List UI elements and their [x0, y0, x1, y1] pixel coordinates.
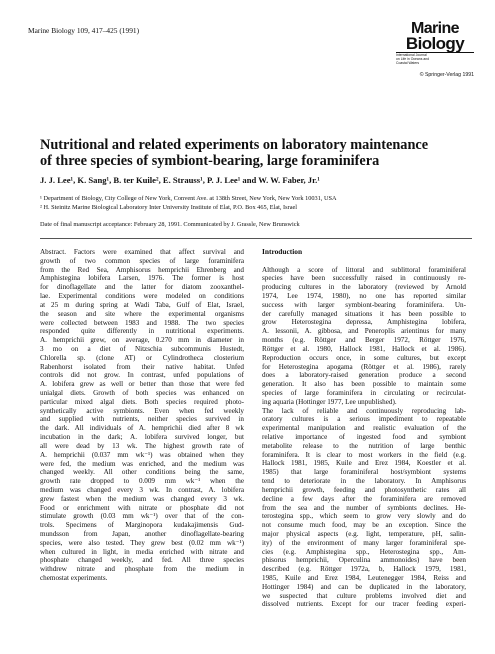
abstract-line: were fed, the medium was enriched, and the medium was: [40, 459, 244, 468]
introduction-line: Röttger et al. 1980, Hallock 1981, Hallock et al. 1986).: [262, 344, 466, 353]
introduction-body: [262, 266, 466, 610]
abstract-line: from the Red Sea, Amphisorus hemprichii Ehrenberg and: [40, 265, 244, 274]
abstract-line: were collected between 1983 and 1988. The two species: [40, 318, 244, 327]
introduction-line: ing aquaria (Hottinger 1977, Lee unpublished).: [262, 397, 397, 406]
abstract-line: when cultured in light, in media enriched with nitrate and: [40, 547, 244, 556]
abstract-line: species, were also tested. They grew best (0.02 mm wk⁻¹): [40, 538, 244, 547]
introduction-line: decline a few days after the foraminifera are removed: [262, 494, 466, 503]
introduction-line: from the sea and the number of symbionts declines. He-: [262, 503, 466, 512]
introduction-line: generation. It also has been possible to maintain some: [262, 380, 466, 389]
abstract-line: the season and site where the experimental organisms: [40, 309, 244, 318]
abstract-line: Abstract. Factors were examined that affect survival and: [40, 248, 244, 256]
introduction-line: tend to deteriorate in the laboratory. In Amphisorus: [262, 477, 466, 486]
introduction-line: hemprichii growth, feeding and photosynthetic rates all: [262, 485, 466, 494]
abstract-line: Chlorella sp. (clone AT) or Cylindrotheca closterium: [40, 353, 244, 362]
abstract-line: controls did not grow. In contrast, unfed populations of: [40, 371, 244, 380]
introduction-line: we suspected that culture problems involved diet and: [262, 591, 466, 600]
abstract-line: grew fastest when the medium was changed every 3 wk.: [40, 494, 244, 503]
abstract-line: medium was changed every 3 wk. In contrast, A. lobifera: [40, 485, 244, 494]
abstract-line: withdrew nitrate and phosphate from the medium in: [40, 565, 244, 574]
abstract-line: at 25 m during spring at Wadi Taba, Gulf of Elat, Israel,: [40, 300, 244, 309]
introduction-line: experimental manipulation and realistic evaluation of the: [262, 424, 466, 433]
affiliation-2: ² H. Steinitz Marine Biological Laboratory Inter University Institute of Elat, P.O. Box 465, Elat, Israel: [40, 204, 298, 211]
abstract-line: for dinoflagellate and the latter for diatom zooxanthel-: [40, 283, 244, 292]
abstract-line: phosphate changed weekly, and fed. All three species: [40, 556, 244, 565]
introduction-line: 1974, Lee 1974, 1980), no one has reported similar: [262, 292, 466, 301]
abstract-line: the dark. All individuals of A. hemprichii died after 8 wk: [40, 424, 244, 433]
logo-tagline: International Journal on Life in Oceans and Coastal Waters: [396, 53, 429, 65]
abstract: [40, 248, 244, 583]
introduction-heading: Introduction: [262, 247, 303, 256]
introduction-line: species have been successfully raised in continuously re-: [262, 274, 466, 283]
introduction-line: producing cultures in the laboratory (reviewed by Arnold: [262, 283, 466, 292]
introduction-line: Hottinger 1984) and can be duplicated in the laboratory,: [262, 582, 466, 591]
abstract-line: Food or enrichment with nitrate or phosphate did not: [40, 503, 244, 512]
abstract-line: incubation in the dark; A. lobifera survived longer, but: [40, 433, 244, 442]
introduction-line: for Heterostegina apogama (Röttger et al. 1986), rarely: [262, 362, 466, 371]
abstract-line: growth rate dropped to 0.009 mm wk⁻¹ when the: [40, 477, 244, 486]
header-divider: [40, 238, 472, 239]
introduction-line: 1985, Kuile and Erez 1984, Leutenegger 1984, Reiss and: [262, 574, 466, 583]
abstract-line: changed weekly. All other conditions being the same,: [40, 468, 244, 477]
introduction: [262, 248, 466, 609]
introduction-line: metabolite release to the nutrition of large benthic: [262, 441, 466, 450]
abstract-line: A. hemprichii grew, on average, 0.270 mm in diameter in: [40, 336, 244, 345]
abstract-line: A. lobifera grew as well or better than those that were fed: [40, 380, 244, 389]
introduction-line: does a laboratory-raised generation produce a second: [262, 371, 466, 380]
abstract-line: Amphistegina lobifera Larsen, 1976. The former is host: [40, 274, 244, 283]
introduction-line: months (e.g. Röttger and Berger 1972, Röttger 1976,: [262, 336, 466, 345]
affiliation-1: ¹ Department of Biology, City College of New York, Convent Ave. at 138th Street, New York, New York 10031, USA: [40, 195, 337, 202]
introduction-line: terostegina spp., which seem to grow very slowly and do: [262, 512, 466, 521]
logo-word-biology: Biology: [405, 34, 465, 53]
author-list: J. J. Lee¹, K. Sang¹, B. ter Kuile², E. Strauss¹, P. J. Lee¹ and W. W. Faber, Jr.¹: [40, 175, 320, 185]
abstract-line: synthetically active symbionts. Even when fed weekly: [40, 406, 244, 415]
article-title: [40, 137, 470, 169]
copyright-notice: © Springer-Verlag 1991: [419, 72, 474, 78]
introduction-line: not consume much food, may be an exception. Since the: [262, 521, 466, 530]
introduction-line: species of large foraminifera in circulating or recirculat-: [262, 388, 466, 397]
abstract-line: responded quite differently in nutritional experiments.: [40, 327, 244, 336]
introduction-line: der carefully managed situations it has been possible to: [262, 309, 466, 318]
introduction-line: dissolved nutrients. Except for our tracer feeding experi-: [262, 600, 466, 609]
introduction-line: success with larger symbiont-bearing foraminifera. Un-: [262, 300, 466, 309]
logo-word-marine: Marine: [411, 20, 459, 37]
introduction-line: major physical aspects (e.g. light, temperature, pH, salin-: [262, 529, 466, 538]
introduction-line: phisorus hemprichii, Operculina ammonoides) have been: [262, 556, 466, 565]
introduction-line: Hallock 1981, 1985, Kuile and Erez 1984, Koestler et al.: [262, 459, 466, 468]
introduction-line: oratory cultures is a serious impediment to repeatable: [262, 415, 466, 424]
abstract-line: lae. Experimental conditions were modeled on conditions: [40, 292, 244, 301]
introduction-line: grow Heterostegina depressa, Amphistegina lobifera,: [262, 318, 466, 327]
abstract-line: unialgal diets. Growth of both species was enhanced on: [40, 389, 244, 397]
introduction-line: Although a score of littoral and sublittoral foraminiferal: [262, 265, 466, 274]
introduction-line: cies (e.g. Amphistegina spp., Heterostegina spp., Am-: [262, 547, 466, 556]
introduction-line: foraminifera. It is clear to most workers in the field (e.g.: [262, 450, 466, 459]
introduction-line: ity) of the environment of many larger foraminiferal spe-: [262, 538, 466, 547]
abstract-line: particular mixed algal diets. Both species required photo-: [40, 397, 244, 406]
title-line-2: of three species of symbiont-bearing, large foraminifera: [40, 153, 380, 169]
abstract-line: stimulate growth (0.03 mm wk⁻¹) over that of the con-: [40, 512, 244, 521]
introduction-line: 1985) that large foraminiferal host/symbiont systems: [262, 468, 466, 477]
abstract-line: chemostat experiments.: [40, 574, 108, 583]
introduction-line: described (e.g. Röttger 1972a, b, Hallock 1979, 1981,: [262, 565, 466, 574]
introduction-line: Reproduction occurs once, in some cultures, but except: [262, 353, 466, 362]
abstract-line: mundsson from Japan, another dinoflagellate-bearing: [40, 530, 244, 538]
abstract-line: 3 mo on a diet of Nitzschia subcommunis Hustedt,: [40, 344, 244, 353]
journal-citation: Marine Biology 109, 417–425 (1991): [28, 26, 140, 35]
abstract-line: trols. Specimens of Marginopora kudakajimensis Gud-: [40, 521, 244, 530]
introduction-line: relative importance of ingested food and symbiont: [262, 433, 466, 442]
introduction-line: The lack of reliable and continuously reproducing lab-: [262, 406, 466, 415]
abstract-line: all were dead by 13 wk. The highest growth rate of: [40, 441, 244, 450]
abstract-line: Rabenhorst isolated from their native habitat. Unfed: [40, 362, 244, 371]
abstract-line: growth of two common species of large foraminifera: [40, 256, 244, 265]
title-line-1: Nutritional and related experiments on laboratory maintenance: [40, 137, 429, 153]
journal-logo: [396, 22, 474, 78]
introduction-line: A. lessonii, A. gibbosa, and Peneroplis arientinus for many: [262, 327, 466, 336]
abstract-line: and supplied with nutrients, neither species survived in: [40, 415, 244, 424]
abstract-line: A. hemprichii (0.037 mm wk⁻¹) was obtained when they: [40, 450, 244, 459]
manuscript-dates: Date of final manuscript acceptance: February 28, 1991. Communicated by J. Grassle, New Brunswick: [40, 221, 300, 228]
